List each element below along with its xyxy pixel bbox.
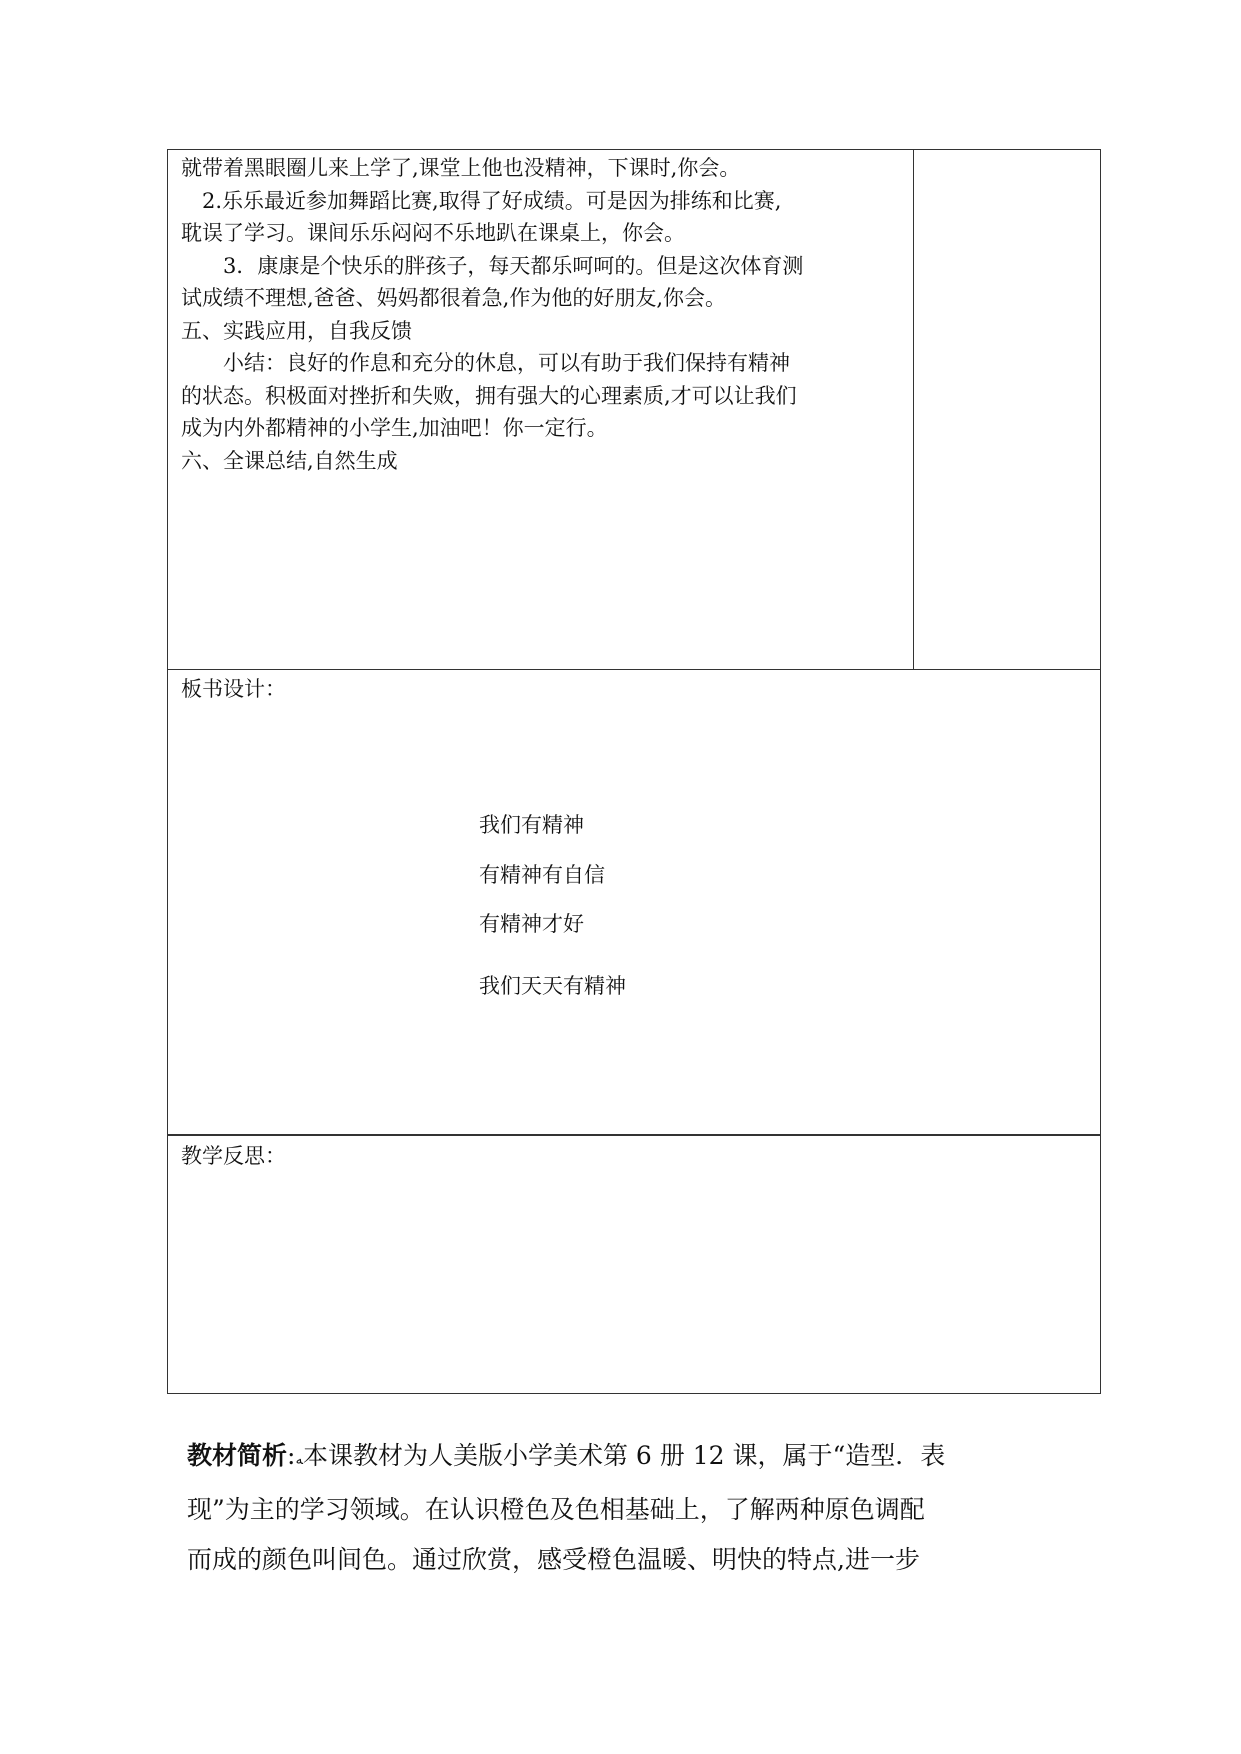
lesson-content bbox=[181, 152, 901, 477]
section-heading: 五、实践应用，自我反馈 bbox=[181, 318, 412, 343]
board-design-section bbox=[167, 668, 1101, 1136]
board-design-label: 板书设计： bbox=[181, 677, 286, 701]
lesson-line: 耽误了学习。课间乐乐闷闷不乐地趴在课桌上，你会。 bbox=[181, 221, 685, 245]
board-line: 有精神有自信 bbox=[479, 863, 605, 887]
lesson-table bbox=[167, 149, 1101, 670]
analysis-text: 本课教材为人美版小学美术第 6 册 12 课，属于“造型．表 bbox=[302, 1441, 946, 1470]
board-line: 我们天天有精神 bbox=[479, 974, 626, 998]
reflection-label: 教学反思： bbox=[181, 1144, 286, 1168]
analysis-line: 现”为主的学习领域。在认识橙色及色相基础上，了解两种原色调配 bbox=[187, 1495, 925, 1524]
lesson-line: 就带着黑眼圈儿来上学了,课堂上他也没精神，下课时,你会。 bbox=[181, 156, 741, 180]
column-divider bbox=[913, 150, 914, 669]
analysis-colon: : bbox=[287, 1441, 296, 1470]
lesson-line: 3．康康是个快乐的胖孩子，每天都乐呵呵的。但是这次体育测 bbox=[223, 253, 804, 278]
board-line: 有精神才好 bbox=[479, 912, 584, 936]
section-heading: 六、全课总结,自然生成 bbox=[181, 448, 398, 473]
lesson-line: 的状态。积极面对挫折和失败，拥有强大的心理素质,才可以让我们 bbox=[181, 383, 797, 408]
analysis-line: 而成的颜色叫间色。通过欣赏，感受橙色温暖、明快的特点,进一步 bbox=[187, 1545, 920, 1574]
lesson-line: 试成绩不理想,爸爸、妈妈都很着急,作为他的好朋友,你会。 bbox=[181, 286, 727, 310]
lesson-line: 2.乐乐最近参加舞蹈比赛,取得了好成绩。可是因为排练和比赛, bbox=[202, 188, 782, 213]
lesson-line: 小结：良好的作息和充分的休息，可以有助于我们保持有精神 bbox=[223, 351, 790, 375]
board-line: 我们有精神 bbox=[479, 813, 584, 837]
analysis-heading: 教材简析 bbox=[187, 1441, 288, 1470]
analysis-line bbox=[187, 1431, 1067, 1485]
lesson-line: 成为内外都精神的小学生,加油吧！你一定行。 bbox=[181, 416, 608, 440]
reflection-section bbox=[167, 1134, 1101, 1394]
analysis-mark: ﻪ bbox=[295, 1452, 303, 1468]
material-analysis bbox=[187, 1431, 1067, 1585]
